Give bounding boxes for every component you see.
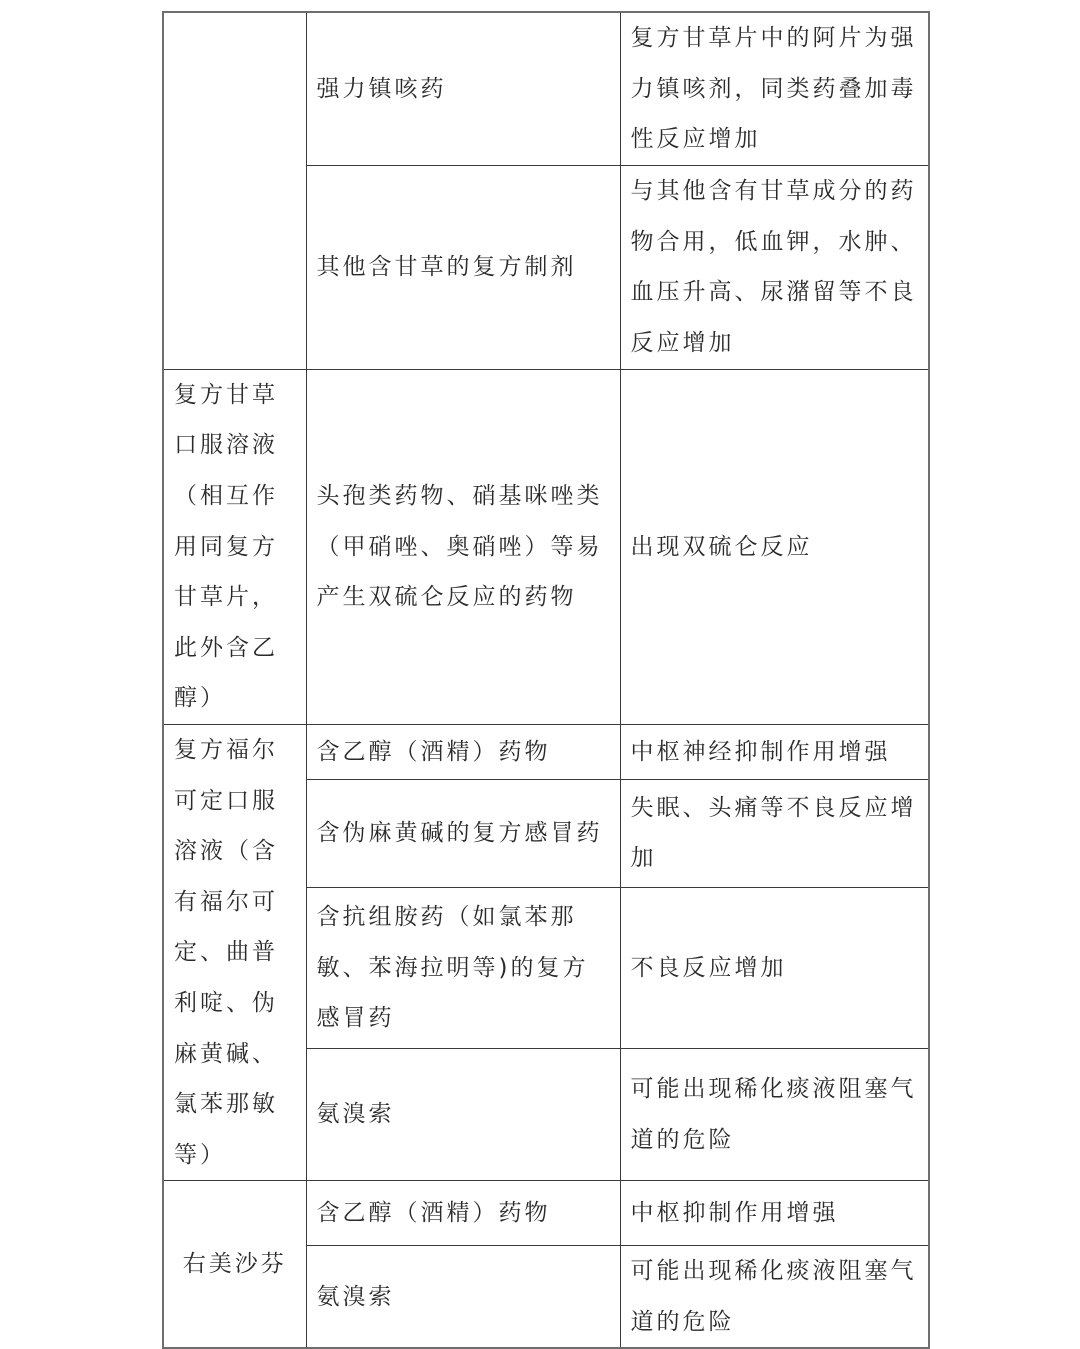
- interacting-drug-cell: [306, 724, 620, 779]
- interacting-drug-cell: [306, 1049, 620, 1181]
- table-row: [163, 724, 929, 779]
- interacting-drug-cell: [306, 12, 620, 165]
- effect-cell: [620, 1246, 929, 1349]
- effect-cell: [620, 887, 929, 1048]
- interacting-drug-cell: [306, 779, 620, 887]
- interacting-drug: 含伪麻黄碱的复方感冒药: [316, 820, 603, 847]
- table-row: [163, 12, 929, 165]
- interaction-effect: 失眠、头痛等不良反应增加: [630, 794, 917, 872]
- effect-cell: [620, 165, 929, 369]
- interaction-effect: 中枢抑制作用增强: [630, 1199, 839, 1226]
- interaction-effect: 可能出现稀化痰液阻塞气道的危险: [630, 1076, 917, 1153]
- drug-interaction-table: [162, 11, 930, 1349]
- effect-cell: [620, 12, 929, 165]
- interacting-drug-cell: [306, 887, 620, 1048]
- interacting-drug: 氨溴索: [316, 1283, 395, 1310]
- drug-name: 复方福尔可定口服溶液（含有福尔可定、曲普利啶、伪麻黄碱、氯苯那敏等）: [174, 736, 278, 1168]
- interacting-drug: 强力镇咳药: [316, 75, 447, 102]
- interaction-effect: 出现双硫仑反应: [630, 533, 813, 560]
- interaction-effect: 可能出现稀化痰液阻塞气道的危险: [630, 1258, 917, 1335]
- effect-cell: [620, 369, 929, 724]
- interacting-drug-cell: [306, 369, 620, 724]
- interacting-drug: 头孢类药物、硝基咪唑类（甲硝唑、奥硝唑）等易产生双硫仑反应的药物: [316, 482, 603, 611]
- interaction-effect: 复方甘草片中的阿片为强力镇咳剂，同类药叠加毒性反应增加: [630, 25, 917, 153]
- drug-name: 右美沙芬: [182, 1251, 287, 1278]
- table-row: [163, 369, 929, 724]
- interaction-effect: 与其他含有甘草成分的药物合用，低血钾，水肿、血压升高、尿潴留等不良反应增加: [630, 178, 917, 356]
- drug-name-cell: [163, 369, 306, 724]
- interacting-drug: 含乙醇（酒精）药物: [316, 1199, 551, 1226]
- interacting-drug: 含抗组胺药（如氯苯那敏、苯海拉明等)的复方感冒药: [316, 904, 589, 1032]
- interacting-drug: 其他含甘草的复方制剂: [316, 253, 577, 280]
- drug-name-cell: [163, 724, 306, 1180]
- effect-cell: [620, 779, 929, 887]
- interacting-drug: 含乙醇（酒精）药物: [316, 738, 551, 765]
- interacting-drug: 氨溴索: [316, 1101, 395, 1128]
- drug-name-cell: [163, 1181, 306, 1349]
- interacting-drug-cell: [306, 1246, 620, 1349]
- interaction-effect: 不良反应增加: [630, 954, 787, 981]
- drug-name-cell: [163, 12, 306, 369]
- effect-cell: [620, 1049, 929, 1181]
- effect-cell: [620, 724, 929, 779]
- interaction-effect: 中枢神经抑制作用增强: [630, 738, 891, 765]
- interacting-drug-cell: [306, 165, 620, 369]
- drug-name: 复方甘草口服溶液（相互作用同复方甘草片，此外含乙醇）: [174, 381, 278, 712]
- table-row: [163, 1181, 929, 1246]
- effect-cell: [620, 1181, 929, 1246]
- interacting-drug-cell: [306, 1181, 620, 1246]
